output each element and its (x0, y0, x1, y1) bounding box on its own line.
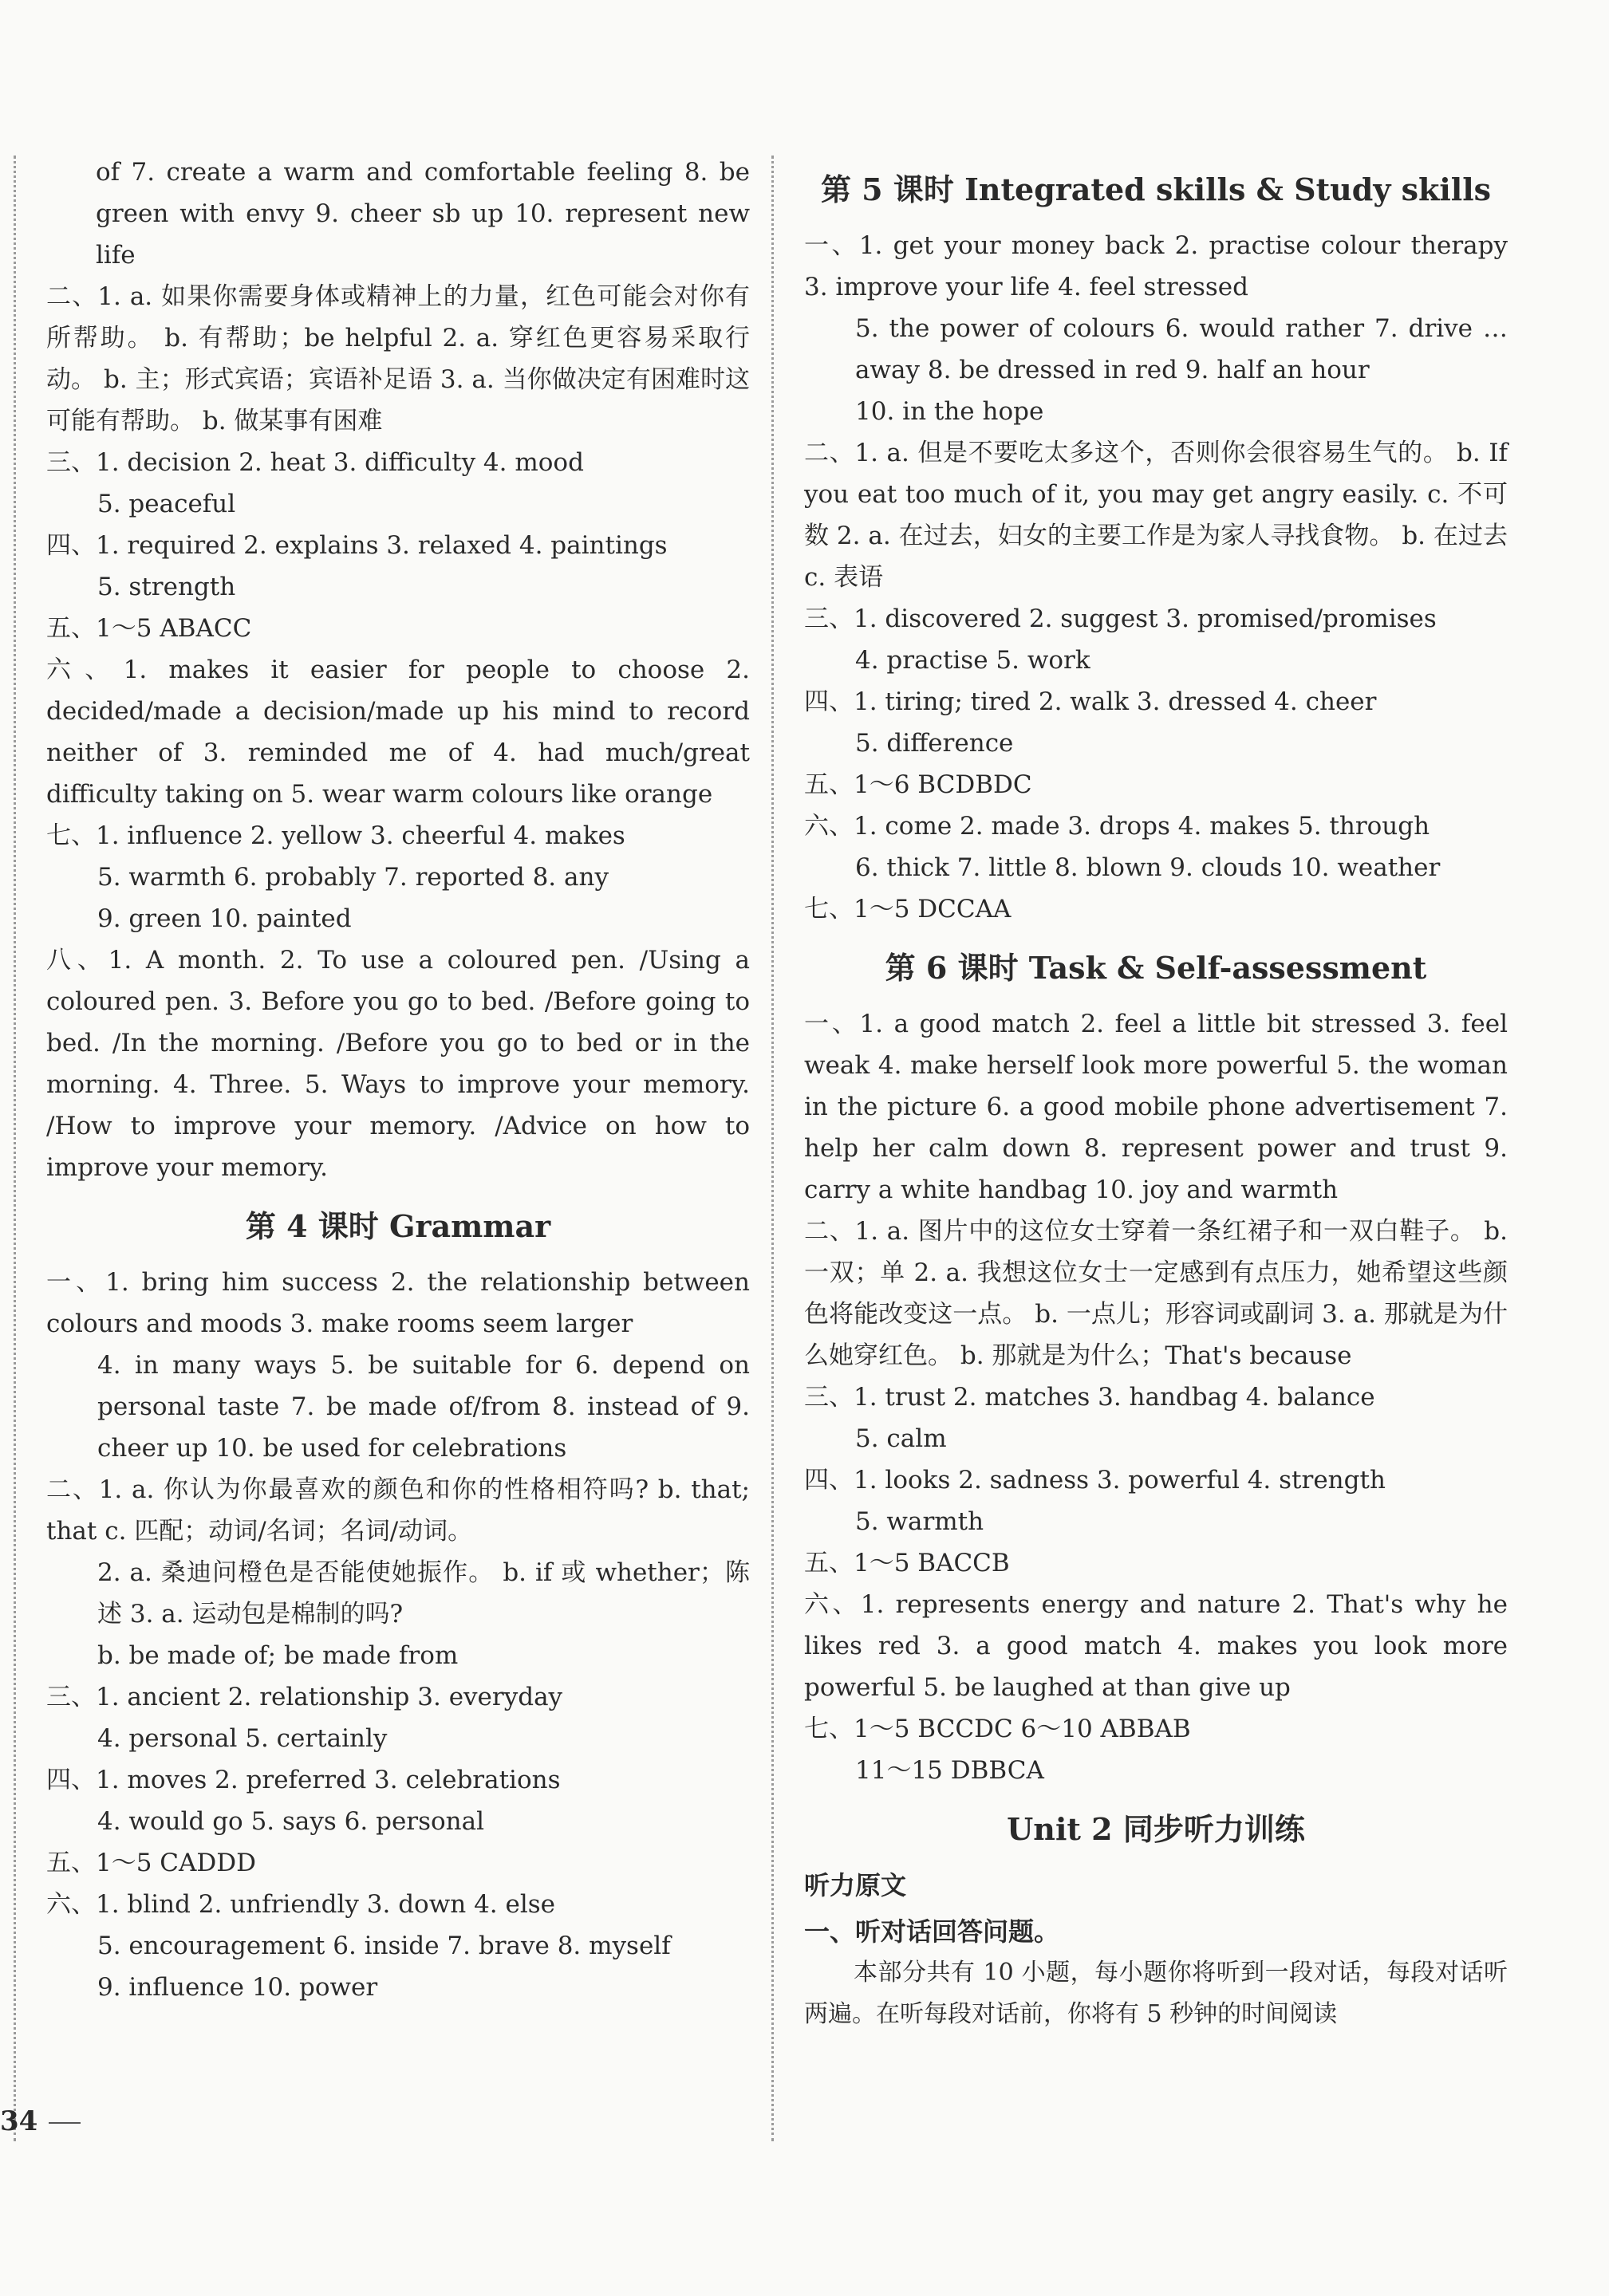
section-subheading: 一、听对话回答问题。 (804, 1916, 1060, 1947)
answer-continuation: 5. encouragement 6. inside 7. brave 8. myself (97, 1932, 671, 1960)
answer-continuation: 9. green 10. painted (97, 904, 352, 933)
answer-section: 二、1. a. 图片中的这位女士穿着一条红裙子和一双白鞋子。 b. 一双；单 2. a. 我想这位女士一定感到有点压力，她希望这些颜色将能改变这一点。 b. 一点儿；形容词或副词 3. a. 那就是为什么她穿红色。 b. 那就是为什么；That's because (804, 1217, 1508, 1370)
answer-section: 二、1. a. 但是不要吃太多这个，否则你会很容易生气的。 b. If you eat too much of it, you may get angry easily. c. 不可数 2. a. 在过去，妇女的主要工作是为家人寻找食物。 b. 在过去 c. 表语 (804, 439, 1508, 592)
answer-continuation: 5. peaceful (97, 490, 236, 518)
left-margin-dotted-line (14, 156, 16, 2141)
answer-continuation: 4. personal 5. certainly (97, 1724, 388, 1753)
left-column (46, 152, 750, 2008)
answer-section: 一、1. a good match 2. feel a little bit stressed 3. feel weak 4. make herself look more powerful 5. the woman in the picture 6. a good mobile phone advertisement 7. help her calm down 8. represent power and trust 9. carry a white handbag 10. joy and warmth (804, 1010, 1508, 1204)
answer-continuation: 4. would go 5. says 6. personal (97, 1807, 485, 1836)
answer-section: 五、1～5 ABACC (46, 614, 252, 643)
section-subheading: 听力原文 (804, 1870, 907, 1900)
answer-continuation: 5. warmth 6. probably 7. reported 8. any (97, 863, 609, 892)
lesson-heading: Unit 2 同步听力训练 (1007, 1811, 1305, 1847)
answer-section: 八、1. A month. 2. To use a coloured pen. /Using a coloured pen. 3. Before you go to bed. /Before going to bed. /In the morning. /Before you go to bed or in the morning. 4. Three. 5. Ways to improve your memory. /How to improve your memory. /Advice on how to improve your memory. (46, 946, 750, 1182)
answer-continuation: 4. practise 5. work (855, 646, 1090, 675)
answer-section: 一、1. get your money back 2. practise colour therapy 3. improve your life 4. feel stressed (804, 231, 1508, 301)
lesson-heading: 第 4 课时 Grammar (245, 1208, 551, 1244)
answer-continuation: 11～15 DBBCA (855, 1756, 1044, 1785)
answer-continuation: 2. a. 桑迪问橙色是否能使她振作。 b. if 或 whether；陈述 3. a. 运动包是棉制的吗? (97, 1558, 750, 1628)
answer-section: 四、1. looks 2. sadness 3. powerful 4. strength (804, 1466, 1386, 1495)
answer-section: 六、1. blind 2. unfriendly 3. down 4. else (46, 1890, 556, 1919)
answer-section: 三、1. discovered 2. suggest 3. promised/promises (804, 605, 1437, 633)
right-column (804, 152, 1508, 2035)
answer-continuation: 5. difference (855, 729, 1014, 758)
answer-section: 二、1. a. 如果你需要身体或精神上的力量，红色可能会对你有所帮助。 b. 有帮助；be helpful 2. a. 穿红色更容易采取行动。 b. 主；形式宾语；宾语补足语 3. a. 当你做决定有困难时这可能有帮助。 b. 做某事有困难 (46, 282, 750, 435)
page-number-text: 34 (0, 2105, 38, 2137)
answer-section: 三、1. ancient 2. relationship 3. everyday (46, 1683, 563, 1711)
answer-continuation: 5. calm (855, 1424, 947, 1453)
lesson-heading: 第 5 课时 Integrated skills & Study skills (820, 171, 1492, 207)
answer-section: 五、1～6 BCDBDC (804, 770, 1032, 799)
answer-section: 七、1. influence 2. yellow 3. cheerful 4. makes (46, 821, 625, 850)
answer-section: 二、1. a. 你认为你最喜欢的颜色和你的性格相符吗? b. that; that c. 匹配；动词/名词；名词/动词。 (46, 1475, 750, 1546)
answer-section: 四、1. moves 2. preferred 3. celebrations (46, 1766, 561, 1794)
answer-section: 六、1. come 2. made 3. drops 4. makes 5. through (804, 812, 1430, 841)
page-number (0, 2105, 81, 2137)
answer-section: 五、1～5 CADDD (46, 1849, 256, 1877)
answer-section: 三、1. decision 2. heat 3. difficulty 4. mood (46, 448, 584, 477)
answer-continuation: of 7. create a warm and comfortable feeling 8. be green with envy 9. cheer sb up 10. represent new life (96, 158, 750, 270)
answer-continuation: 9. influence 10. power (97, 1973, 378, 2002)
answer-section: 六、1. represents energy and nature 2. That's why he likes red 3. a good match 4. makes you look more powerful 5. be laughed at than give up (804, 1590, 1508, 1702)
column-divider-dotted-line (771, 156, 774, 2141)
answer-continuation: 5. strength (97, 573, 236, 601)
answer-section: 三、1. trust 2. matches 3. handbag 4. balance (804, 1383, 1375, 1412)
answer-section: 六、1. makes it easier for people to choose 2. decided/made a decision/made up his mind to record neither of 3. reminded me of 4. had much/great difficulty taking on 5. wear warm colours like orange (46, 656, 750, 809)
answer-section: 七、1～5 BCCDC 6～10 ABBAB (804, 1715, 1191, 1743)
answer-continuation: 4. in many ways 5. be suitable for 6. depend on personal taste 7. be made of/from 8. instead of 9. cheer up 10. be used for celebrations (97, 1351, 750, 1463)
answer-continuation: b. be made of; be made from (97, 1641, 459, 1670)
answer-continuation: 10. in the hope (855, 397, 1044, 426)
lesson-heading: 第 6 课时 Task & Self-assessment (885, 950, 1427, 986)
answer-continuation: 5. the power of colours 6. would rather 7. drive … away 8. be dressed in red 9. half an hour (855, 314, 1508, 384)
answer-section: 四、1. required 2. explains 3. relaxed 4. paintings (46, 531, 668, 560)
answer-section: 五、1～5 BACCB (804, 1549, 1010, 1577)
instruction-text: 本部分共有 10 小题，每小题你将听到一段对话，每段对话听两遍。在听每段对话前，你将有 5 秒钟的时间阅读 (804, 1959, 1508, 2028)
answer-continuation: 6. thick 7. little 8. blown 9. clouds 10. weather (855, 853, 1441, 882)
answer-continuation: 5. warmth (855, 1507, 984, 1536)
answer-section: 四、1. tiring; tired 2. walk 3. dressed 4. cheer (804, 687, 1377, 716)
page-number-dash (49, 2122, 81, 2124)
answer-section: 七、1～5 DCCAA (804, 895, 1012, 924)
answer-section: 一、1. bring him success 2. the relationship between colours and moods 3. make rooms seem larger (46, 1268, 750, 1338)
